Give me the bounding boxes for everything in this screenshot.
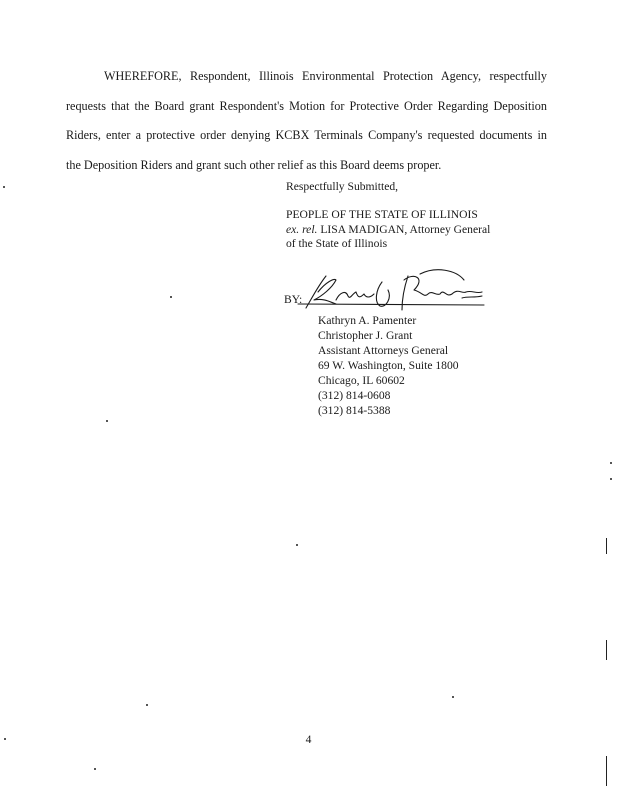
- party-name: PEOPLE OF THE STATE OF ILLINOIS: [286, 208, 478, 221]
- address-street: 69 W. Washington, Suite 1800: [318, 359, 459, 372]
- scan-speck: [452, 696, 454, 698]
- scan-speck: [146, 704, 148, 706]
- closing-salutation: Respectfully Submitted,: [286, 180, 399, 193]
- phone-number: (312) 814-5388: [318, 404, 391, 417]
- attorney-name: Kathryn A. Pamenter: [318, 314, 417, 327]
- scan-speck: [296, 544, 298, 546]
- handwritten-signature: [296, 268, 486, 316]
- paragraph-line: WHEREFORE, Respondent, Illinois Environmental Protection Agency, respectfully: [104, 69, 547, 83]
- phone-number: (312) 814-0608: [318, 389, 391, 402]
- attorney-title: Assistant Attorneys General: [318, 344, 449, 357]
- paragraph-line: Riders, enter a protective order denying KCBX Terminals Company's requested documents in: [66, 128, 547, 142]
- ex-rel-name: LISA MADIGAN, Attorney General: [317, 222, 491, 236]
- scan-speck: [106, 420, 108, 422]
- scan-speck: [94, 768, 96, 770]
- scan-speck: [4, 738, 6, 740]
- address-city: Chicago, IL 60602: [318, 374, 405, 387]
- scan-speck: [610, 478, 612, 480]
- party-state: of the State of Illinois: [286, 237, 388, 250]
- scan-speck: [610, 462, 612, 464]
- paragraph-line: the Deposition Riders and grant such other relief as this Board deems proper.: [66, 157, 442, 172]
- page-number: 4: [305, 733, 312, 746]
- scan-edge-mark: [606, 640, 607, 660]
- ex-rel-line: [286, 223, 490, 238]
- closing-paragraph: [66, 62, 547, 180]
- scan-speck: [3, 186, 5, 188]
- scan-speck: [170, 296, 172, 298]
- party-block: [286, 208, 490, 252]
- by-label: BY:: [284, 293, 303, 306]
- attorney-name: Christopher J. Grant: [318, 329, 413, 342]
- attorney-contact-block: [318, 313, 459, 418]
- paragraph-line: requests that the Board grant Respondent's Motion for Protective Order Regarding Deposition: [66, 98, 547, 113]
- ex-rel-prefix: ex. rel.: [286, 222, 318, 236]
- scan-edge-mark: [606, 756, 607, 786]
- scan-edge-mark: [606, 538, 607, 554]
